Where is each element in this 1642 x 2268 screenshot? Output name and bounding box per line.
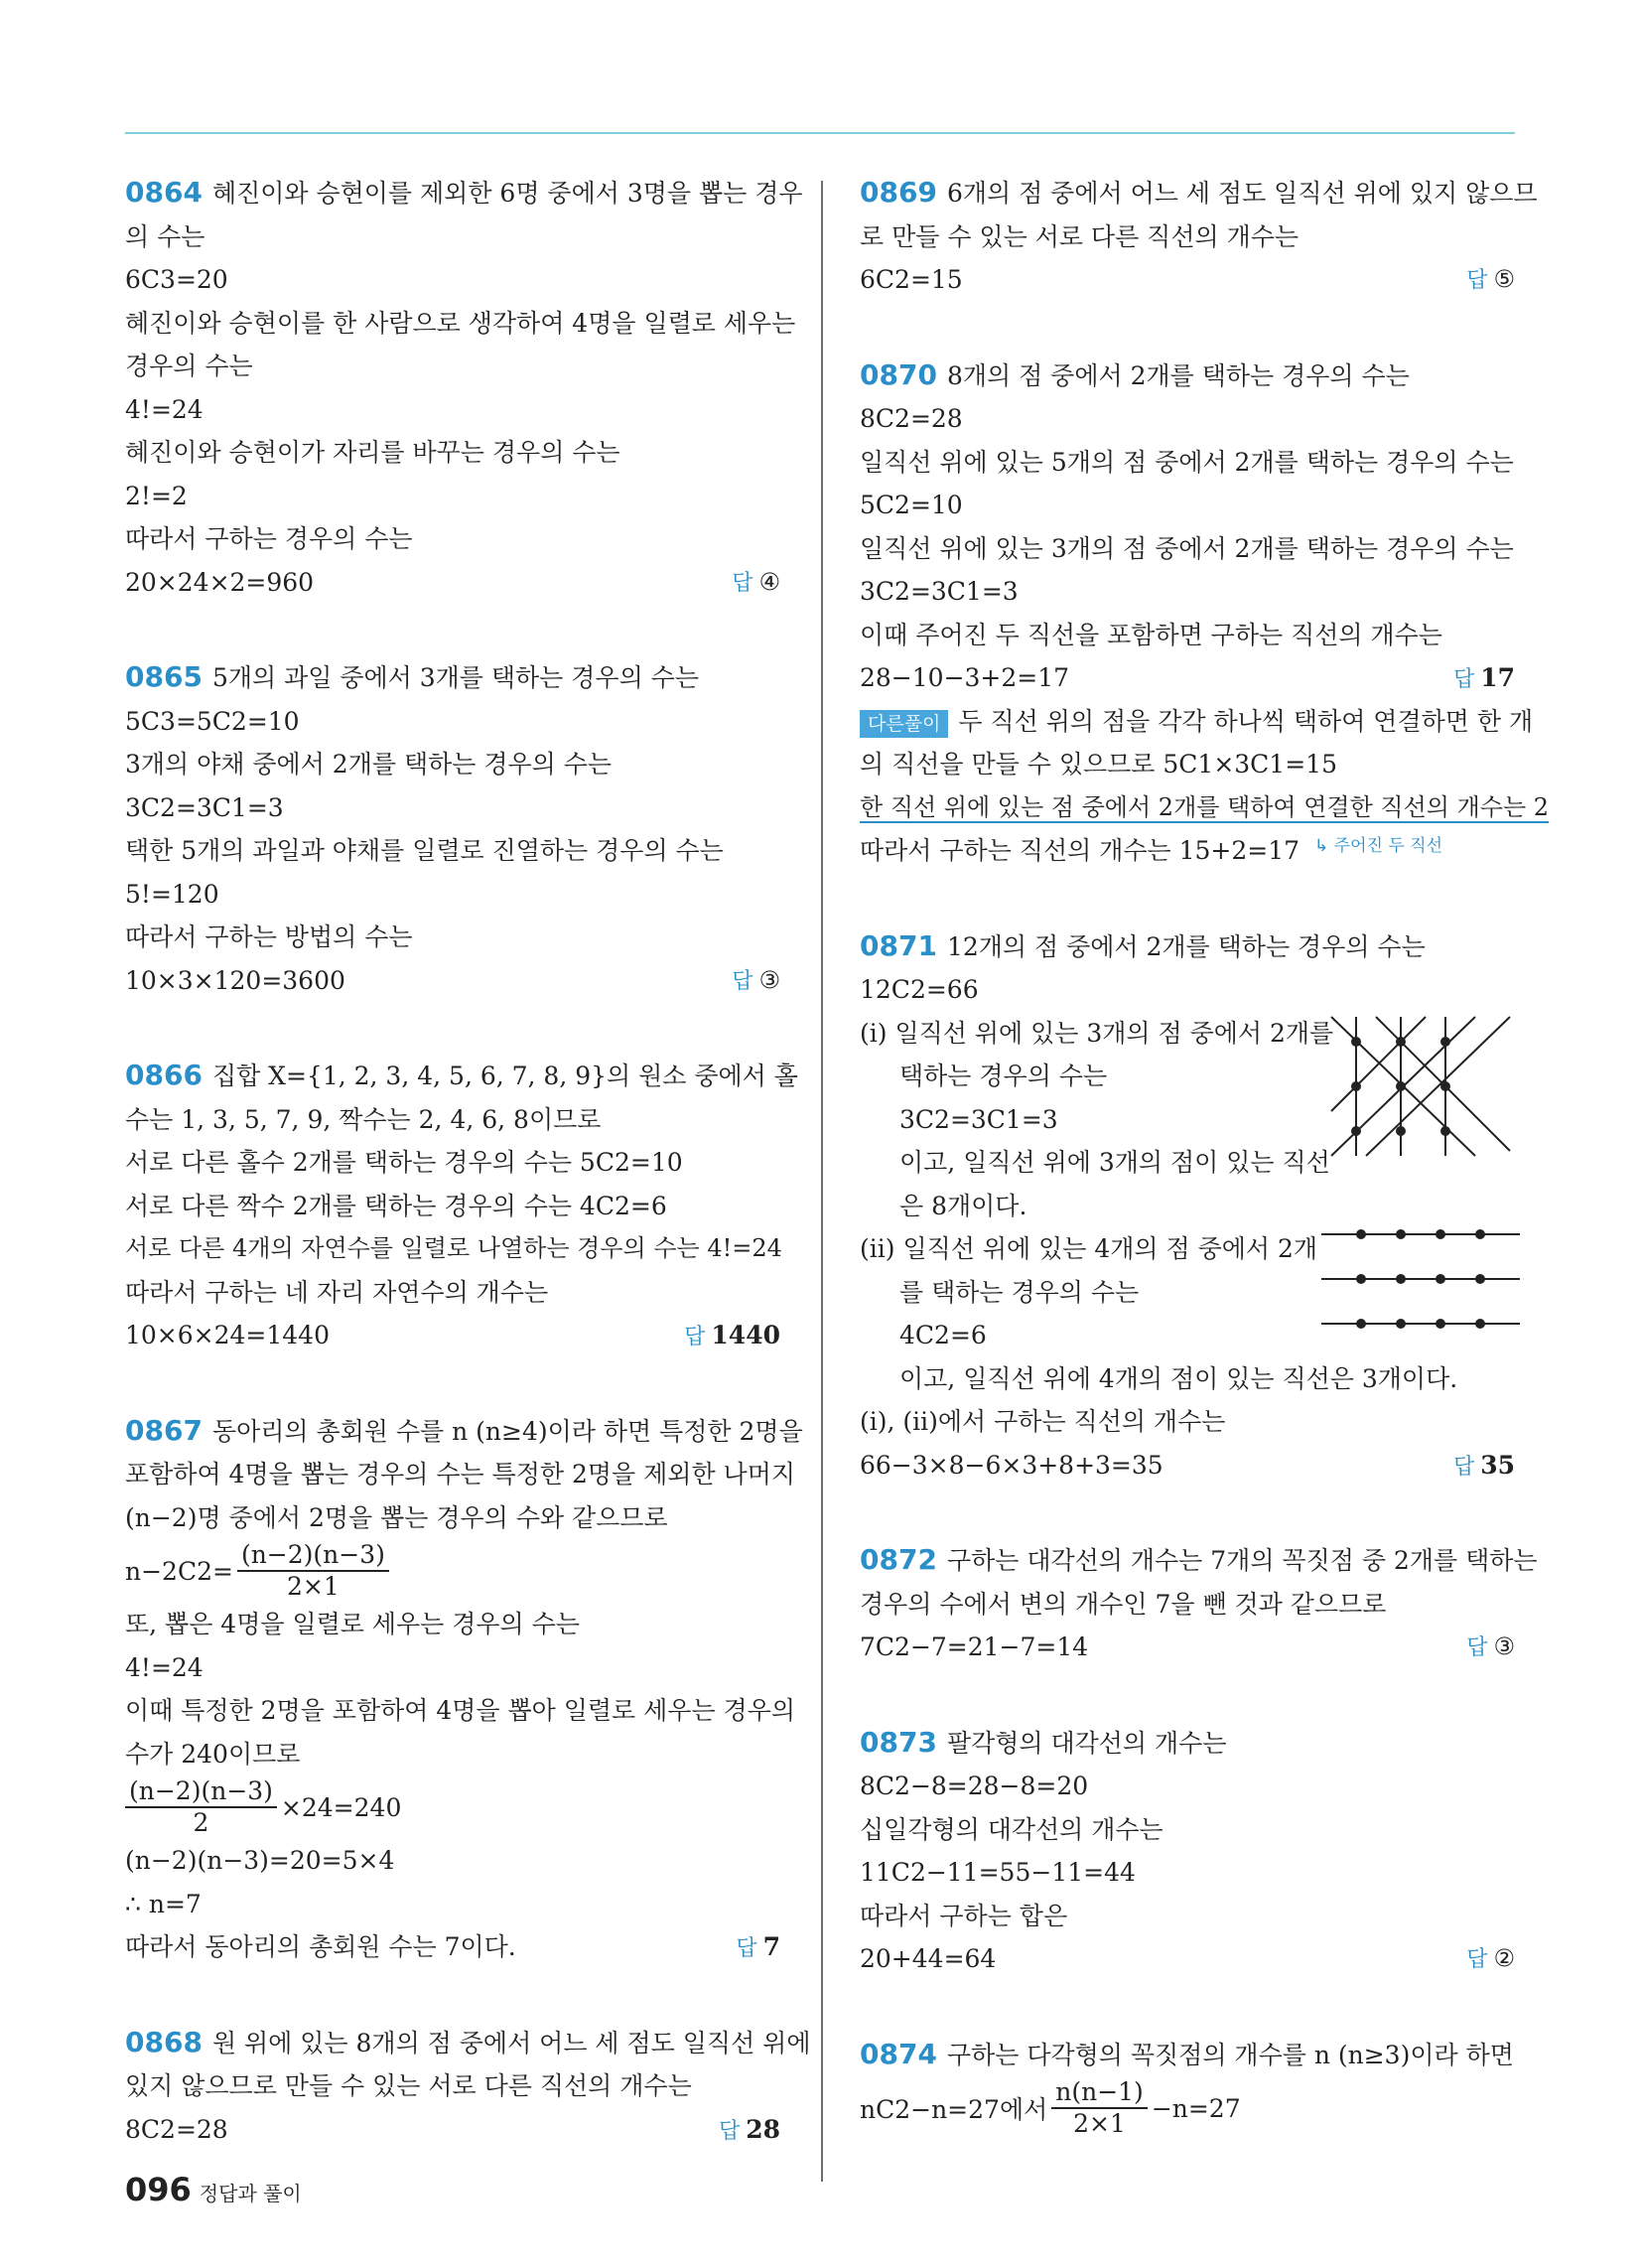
formula-line: 7C2−7=21−7=14 [860, 1632, 1089, 1661]
formula-line: 10×3×120=3600 [125, 965, 345, 995]
text-line: 이때 특정한 2명을 포함하여 4명을 뽑아 일렬로 세우는 경우의 [125, 1696, 795, 1725]
formula-line: 4!=24 [125, 394, 204, 424]
text-line: 일직선 위에 있는 3개의 점 중에서 2개를 택하는 경우의 수는 [860, 533, 1514, 563]
text-line: (i), (ii)에서 구하는 직선의 개수는 [860, 1407, 1226, 1436]
horizontal-lines-figure [1321, 1224, 1520, 1334]
problem-0871 [860, 924, 1515, 1488]
formula-line: 8C2=28 [125, 2114, 228, 2144]
alt-solution-tag: 다른풀이 [860, 710, 948, 738]
problem-0868 [125, 2021, 811, 2152]
text-line: 12개의 점 중에서 2개를 택하는 경우의 수는 [946, 931, 1426, 961]
text-line: 이때 주어진 두 직선을 포함하면 구하는 직선의 개수는 [860, 620, 1442, 649]
problem-number: 0866 [125, 1059, 203, 1091]
column-divider [821, 181, 823, 2182]
problem-0864 [125, 171, 803, 604]
problem-number: 0867 [125, 1413, 203, 1447]
text-line: 두 직선 위의 점을 각각 하나씩 택하여 연결하면 한 개 [958, 706, 1534, 736]
answer-badge: 답 ③ [1466, 1632, 1515, 1660]
fraction-line: $\frac{(n-2)(n-3)}{2}$ ×24=240 [125, 1775, 780, 1839]
annotation-note: ↳ 주어진 두 직선 [1314, 836, 1442, 856]
text-line: 수는 1, 3, 5, 7, 9, 짝수는 2, 4, 6, 8이므로 [125, 1104, 602, 1134]
formula-line: 8C2=28 [860, 404, 963, 433]
text-line: 십일각형의 대각선의 개수는 [860, 1814, 1163, 1844]
problem-number: 0865 [125, 660, 203, 693]
formula-line: 11C2−11=55−11=44 [860, 1858, 1136, 1887]
formula-line: 8C2−8=28−8=20 [860, 1772, 1089, 1800]
problem-number: 0874 [860, 2037, 937, 2070]
text-line: 의 직선을 만들 수 있으므로 5C1×3C1=15 [860, 750, 1337, 779]
formula-line: 3C2=3C1=3 [860, 577, 1019, 606]
header-rule [125, 132, 1515, 134]
text-line: 따라서 구하는 합은 [860, 1901, 1068, 1930]
text-line: 따라서 동아리의 총회원 수는 7이다. [125, 1932, 516, 1961]
text-line: 이고, 일직선 위에 4개의 점이 있는 직선은 3개이다. [899, 1363, 1458, 1393]
text-line: 서로 다른 짝수 2개를 택하는 경우의 수는 4C2=6 [125, 1191, 667, 1220]
page-number: 096 [125, 2171, 192, 2208]
formula-line: 12C2=66 [860, 975, 979, 1004]
text-line: 동아리의 총회원 수를 n (n≥4)이라 하면 특정한 2명을 [211, 1416, 803, 1446]
text-line: 택하는 경우의 수는 [899, 1062, 1108, 1090]
formula-line: 6C2=15 [860, 265, 963, 294]
text-line: 은 8개이다. [899, 1191, 1027, 1220]
problem-number: 0868 [125, 2025, 203, 2058]
problem-number: 0872 [860, 1543, 937, 1576]
text-line: 따라서 구하는 네 자리 자연수의 개수는 [125, 1277, 549, 1307]
text-line: 따라서 구하는 직선의 개수는 15+2=17 [860, 836, 1300, 865]
answer-badge: 답 7 [736, 1932, 780, 1961]
problem-0870 [860, 354, 1550, 873]
text-line: (i) 일직선 위에 있는 3개의 점 중에서 2개를 [860, 1018, 1334, 1048]
text-line: 혜진이와 승현이가 자리를 바꾸는 경우의 수는 [125, 438, 620, 467]
problem-number: 0871 [860, 928, 937, 962]
text-line: 있지 않으므로 만들 수 있는 서로 다른 직선의 개수는 [125, 2071, 692, 2100]
answer-badge: 답 ④ [732, 567, 780, 596]
fraction: $\frac{n(n-1)}{2\times 1}$ [1051, 2077, 1148, 2139]
underlined-text: 한 직선 위에 있는 점 중에서 2개를 택하여 연결한 직선의 개수는 2 [860, 792, 1550, 821]
formula-line: 5C2=10 [860, 491, 963, 519]
formula-line: 6C3=20 [125, 265, 228, 294]
answer-badge: 답 ② [1466, 1944, 1515, 1972]
text-line: (ii) 일직선 위에 있는 4개의 점 중에서 2개 [860, 1234, 1318, 1263]
formula-line: (n−2)(n−3)=20=5×4 [125, 1846, 395, 1875]
page-title: 정답과 풀이 [199, 2182, 302, 2205]
text-line: 팔각형의 대각선의 개수는 [946, 1728, 1227, 1758]
fraction-line: nC2−n=27에서 $\frac{n(n-1)}{2\times 1}$ −n=27 [860, 2077, 1241, 2138]
formula-line: 5!=120 [125, 879, 219, 909]
text-line: 또, 뽑은 4명을 일렬로 세우는 경우의 수는 [125, 1610, 580, 1638]
text-line: 로 만들 수 있는 서로 다른 직선의 개수는 [860, 221, 1300, 251]
text-line: 3개의 야채 중에서 2개를 택하는 경우의 수는 [125, 750, 613, 779]
problem-0873 [860, 1721, 1515, 1981]
text-line: 경우의 수에서 변의 개수인 7을 뺀 것과 같으므로 [860, 1589, 1387, 1619]
answer-badge: 답 35 [1452, 1450, 1515, 1480]
answer-badge: 답 17 [1452, 663, 1515, 692]
text-line: 혜진이와 승현이를 제외한 6명 중에서 3명을 뽑는 경우 [211, 179, 803, 208]
problem-number: 0869 [860, 176, 937, 209]
text-line: 구하는 대각선의 개수는 7개의 꼭짓점 중 2개를 택하는 [946, 1546, 1538, 1575]
text-line: 원 위에 있는 8개의 점 중에서 어느 세 점도 일직선 위에 [211, 2028, 811, 2057]
problem-0872 [860, 1538, 1538, 1669]
text-line: 이고, 일직선 위에 3개의 점이 있는 직선 [899, 1148, 1330, 1177]
fraction-line: n−2C2= $\frac{(n-2)(n-3)}{2\times 1}$ [125, 1539, 780, 1603]
answer-badge: 답 ⑤ [1466, 265, 1515, 293]
formula-line: ∴ n=7 [125, 1889, 202, 1918]
fraction: $\frac{(n-2)(n-3)}{2}$ [125, 1776, 277, 1838]
formula-line: 66−3×8−6×3+8+3=35 [860, 1450, 1163, 1480]
formula-line: 10×6×24=1440 [125, 1321, 330, 1349]
formula-line: 28−10−3+2=17 [860, 663, 1070, 692]
text-line: 6개의 점 중에서 어느 세 점도 일직선 위에 있지 않으므 [946, 179, 1538, 208]
text-line: 일직선 위에 있는 5개의 점 중에서 2개를 택하는 경우의 수는 [860, 447, 1514, 477]
problem-0867 [125, 1409, 803, 1969]
text-line: 8개의 점 중에서 2개를 택하는 경우의 수는 [946, 360, 1410, 390]
text-line: 집합 X={1, 2, 3, 4, 5, 6, 7, 8, 9}의 원소 중에서 홀 [211, 1062, 798, 1090]
text-line: 따라서 구하는 방법의 수는 [125, 922, 413, 951]
answer-badge: 답 ③ [732, 965, 780, 994]
page-footer [125, 2171, 302, 2208]
text-line: 수가 240이므로 [125, 1739, 301, 1769]
formula-line: 20×24×2=960 [125, 567, 315, 597]
formula-line: 5C3=5C2=10 [125, 706, 300, 736]
problem-number: 0870 [860, 357, 937, 391]
formula-line: 20+44=64 [860, 1944, 997, 1973]
problem-0874 [860, 2033, 1515, 2141]
text-line: 포함하여 4명을 뽑는 경우의 수는 특정한 2명을 제외한 나머지 [125, 1460, 795, 1488]
problem-0865 [125, 655, 780, 1002]
text-line: 구하는 다각형의 꼭짓점의 개수를 n (n≥3)이라 하면 [946, 2040, 1514, 2069]
text-line: 5개의 과일 중에서 3개를 택하는 경우의 수는 [211, 663, 699, 692]
grid-lines-figure [1326, 1012, 1515, 1161]
text-line: 경우의 수는 [125, 352, 253, 380]
formula-line: 3C2=3C1=3 [125, 792, 284, 822]
answer-badge: 답 28 [718, 2114, 780, 2144]
answer-badge: 답 1440 [684, 1321, 780, 1349]
text-line: 혜진이와 승현이를 한 사람으로 생각하여 4명을 일렬로 세우는 [125, 308, 796, 338]
formula-line: 2!=2 [125, 481, 188, 510]
text-line: 따라서 구하는 경우의 수는 [125, 524, 413, 553]
text-line: (n−2)명 중에서 2명을 뽑는 경우의 수와 같으므로 [125, 1502, 668, 1532]
formula-line: 4!=24 [125, 1652, 204, 1682]
left-column [125, 171, 811, 2151]
text-line: 서로 다른 4개의 자연수를 일렬로 나열하는 경우의 수는 4!=24 [125, 1234, 782, 1262]
formula-line: 4C2=6 [899, 1321, 987, 1349]
text-line: 의 수는 [125, 221, 205, 251]
text-line: 를 택하는 경우의 수는 [899, 1277, 1140, 1307]
right-column [860, 171, 1550, 2140]
fraction: $\frac{(n-2)(n-3)}{2\times 1}$ [237, 1540, 389, 1602]
formula-line: 3C2=3C1=3 [899, 1104, 1058, 1134]
problem-number: 0873 [860, 1725, 937, 1759]
problem-0866 [125, 1054, 798, 1357]
problem-number: 0864 [125, 176, 203, 209]
text-line: 서로 다른 홀수 2개를 택하는 경우의 수는 5C2=10 [125, 1148, 683, 1177]
problem-0869 [860, 171, 1538, 302]
text-line: 택한 5개의 과일과 야채를 일렬로 진열하는 경우의 수는 [125, 836, 724, 865]
